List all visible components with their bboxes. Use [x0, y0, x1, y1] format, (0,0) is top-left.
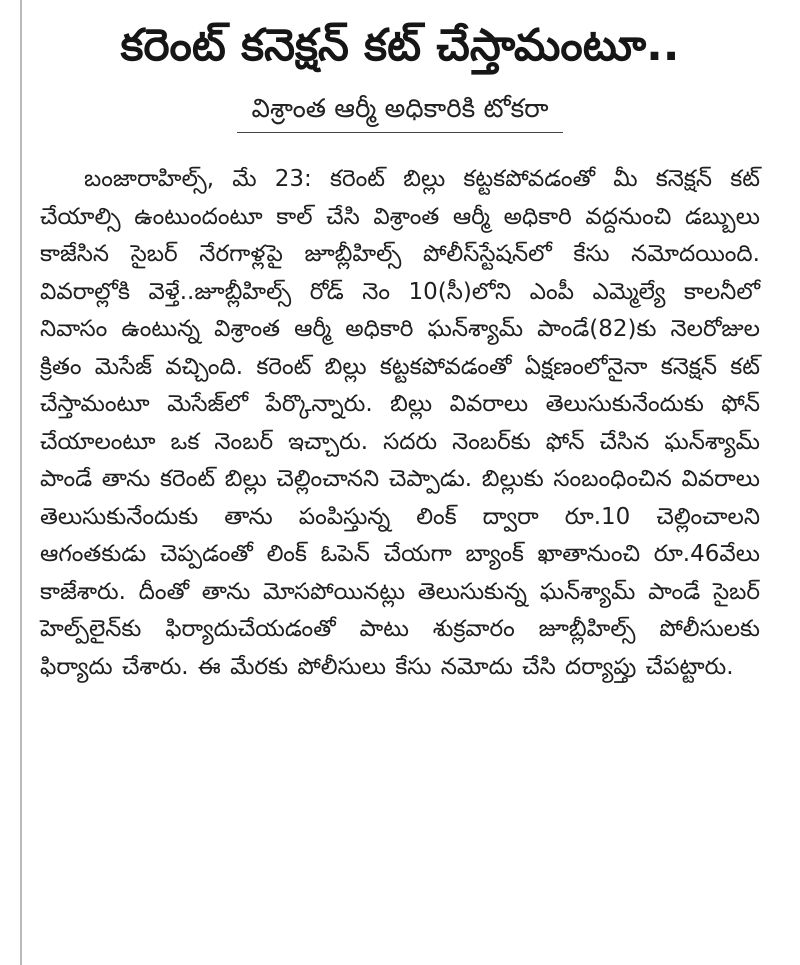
article-headline: కరెంట్ కనెక్షన్ కట్ చేస్తామంటూ.. [120, 20, 680, 71]
newspaper-clipping [40, 10, 760, 955]
page-margin-rule [20, 0, 22, 965]
article-subheadline: విశ్రాంత ఆర్మీ అధికారికి టోకరా [237, 90, 562, 133]
article-body: బంజారాహిల్స్, మే 23: కరెంట్ బిల్లు కట్టకపోవడంతో మీ కనెక్షన్ కట్ చేయాల్సి ఉంటుందంటూ కాల్ చేసి విశ్రాంత ఆర్మీ అధికారి వద్దనుంచి డబ్బులు కాజేసిన సైబర్ నేరగాళ్లపై జూబ్లీహిల్స్ పోలీస్‌స్టేషన్‌లో కేసు నమోదయింది. వివరాల్లోకి వెళ్తే..జూబ్లీహిల్స్ రోడ్ నెం 10(సీ)లోని ఎంపీ ఎమ్మెల్యే కాలనీలో నివాసం ఉంటున్న విశ్రాంత ఆర్మీ అధికారి ఘన్‌శ్యామ్ పాండే(82)కు నెలరోజుల క్రితం మెసేజ్ వచ్చింది. కరెంట్ బిల్లు కట్టకపోవడంతో ఏక్షణంలోనైనా కనెక్షన్ కట్ చేస్తామంటూ మెసేజ్‌లో పేర్కొన్నారు. బిల్లు వివరాలు తెలుసుకునేందుకు ఫోన్ చేయాలంటూ ఒక నెంబర్ ఇచ్చారు. సదరు నెంబర్‌కు ఫోన్ చేసిన ఘన్‌శ్యామ్ పాండే తాను కరెంట్ బిల్లు చెల్లించానని చెప్పాడు. బిల్లుకు సంబంధించిన వివరాలు తెలుసుకునేందుకు తాను పంపిస్తున్న లింక్ ద్వారా రూ.10 చెల్లించాలని ఆగంతకుడు చెప్పడంతో లింక్ ఓపెన్ చేయగా బ్యాంక్ ఖాతానుంచి రూ.46వేలు కాజేశారు. దీంతో తాను మోసపోయినట్లు తెలుసుకున్న ఘన్‌శ్యామ్ పాండే సైబర్ హెల్ప్‌లైన్‌కు ఫిర్యాదుచేయడంతో పాటు శుక్రవారం జూబ్లీహిల్స్ పోలీసులకు ఫిర్యాదు చేశారు. ఈ మేరకు పోలీసులు కేసు నమోదు చేసి దర్యాప్తు చేపట్టారు. [40, 166, 760, 680]
subheadline-container [40, 90, 760, 133]
